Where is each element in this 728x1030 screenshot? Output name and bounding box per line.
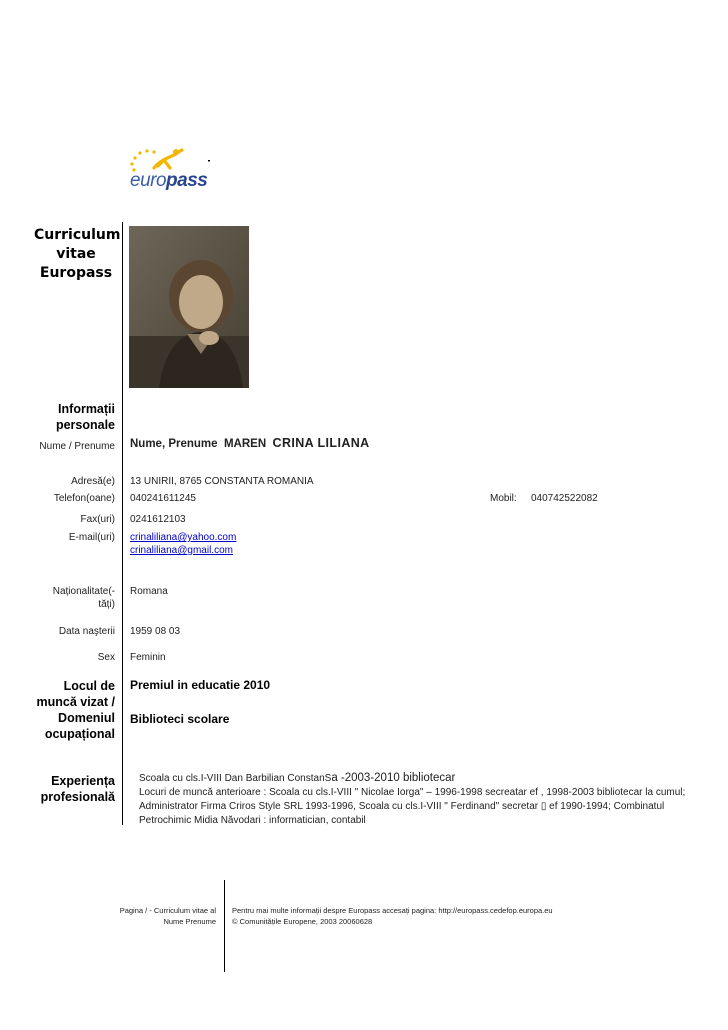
job-sought-line1: Premiul in educatie 2010 xyxy=(130,678,271,692)
name-label: Nume / Prenume xyxy=(39,441,115,452)
fax-label: Fax(uri) xyxy=(80,514,115,525)
europass-wordmark: europass xyxy=(130,170,208,191)
nationality-value: Romana xyxy=(130,586,168,597)
footer-divider xyxy=(224,880,225,972)
profile-photo xyxy=(129,226,249,388)
sex-label: Sex xyxy=(97,652,115,663)
email-link-2[interactable]: crinaliliana@gmail.com xyxy=(130,545,233,556)
name-value: Nume, Prenume MAREN CRINA LILIANA xyxy=(130,436,370,450)
footer-info: Pentru mai multe informații despre Europass accesați pagina: http://europass.cedefop.europa.eu xyxy=(232,906,553,915)
experience-line-1: Scoala cu cls.I-VIII Dan Barbilian ConstanSa -2003-2010 bibliotecar xyxy=(139,772,456,784)
mobile-label: Mobil: xyxy=(490,493,517,504)
experience-line-4: Petrochimic Midia Năvodari : informatician, contabil xyxy=(139,815,366,826)
job-sought-line2: Biblioteci scolare xyxy=(130,712,230,726)
birthdate-value: 1959 08 03 xyxy=(130,626,181,637)
section-personal-label: Informații personale xyxy=(55,402,115,432)
cv-title: Curriculum vitae Europass xyxy=(34,227,121,281)
experience-line-3: Administrator Firma Criros Style SRL 1993-1996, Scoala cu cls.I-VIII " Ferdinand" secretar ▯ ef 1990-1994; Combinatul xyxy=(139,801,665,812)
europass-logo xyxy=(124,146,220,194)
phone-label: Telefon(oane) xyxy=(53,493,115,504)
mobile-value: 040742522082 xyxy=(531,493,598,504)
address-value: 13 UNIRII, 8765 CONSTANTA ROMANIA xyxy=(130,476,314,487)
nationality-label: Naționalitate(-tăți) xyxy=(52,586,115,610)
footer-right xyxy=(232,905,553,927)
job-sought-label: Locul de muncă vizat / Domeniul ocupațional xyxy=(36,679,115,741)
footer-copyright: © Comunitățile Europene, 2003 20060628 xyxy=(232,917,373,926)
sex-value: Feminin xyxy=(130,652,166,663)
address-label: Adresă(e) xyxy=(71,476,115,487)
phone-value: 040241611245 xyxy=(130,493,196,504)
footer-name: Nume Prenume xyxy=(163,917,216,926)
column-divider xyxy=(122,222,123,825)
birthdate-label: Data naşterii xyxy=(58,626,115,637)
email-label: E-mail(uri) xyxy=(68,532,115,543)
email-link-1[interactable]: crinaliliana@yahoo.com xyxy=(130,532,237,543)
experience-line-2: Locuri de muncă anterioare : Scoala cu cls.I-VIII " Nicolae Iorga" – 1996-1998 secreatar ef , 1998-2003 bibliotecar la cumul; xyxy=(139,787,686,798)
experience-text xyxy=(139,771,728,828)
experience-label: Experiența profesională xyxy=(40,774,115,804)
footer-page-label: Pagina / - Curriculum vitae al xyxy=(119,906,216,915)
email-value-2[interactable] xyxy=(130,544,233,557)
footer-left xyxy=(100,905,216,927)
email-value-1[interactable] xyxy=(130,531,236,544)
fax-value: 0241612103 xyxy=(130,514,186,525)
